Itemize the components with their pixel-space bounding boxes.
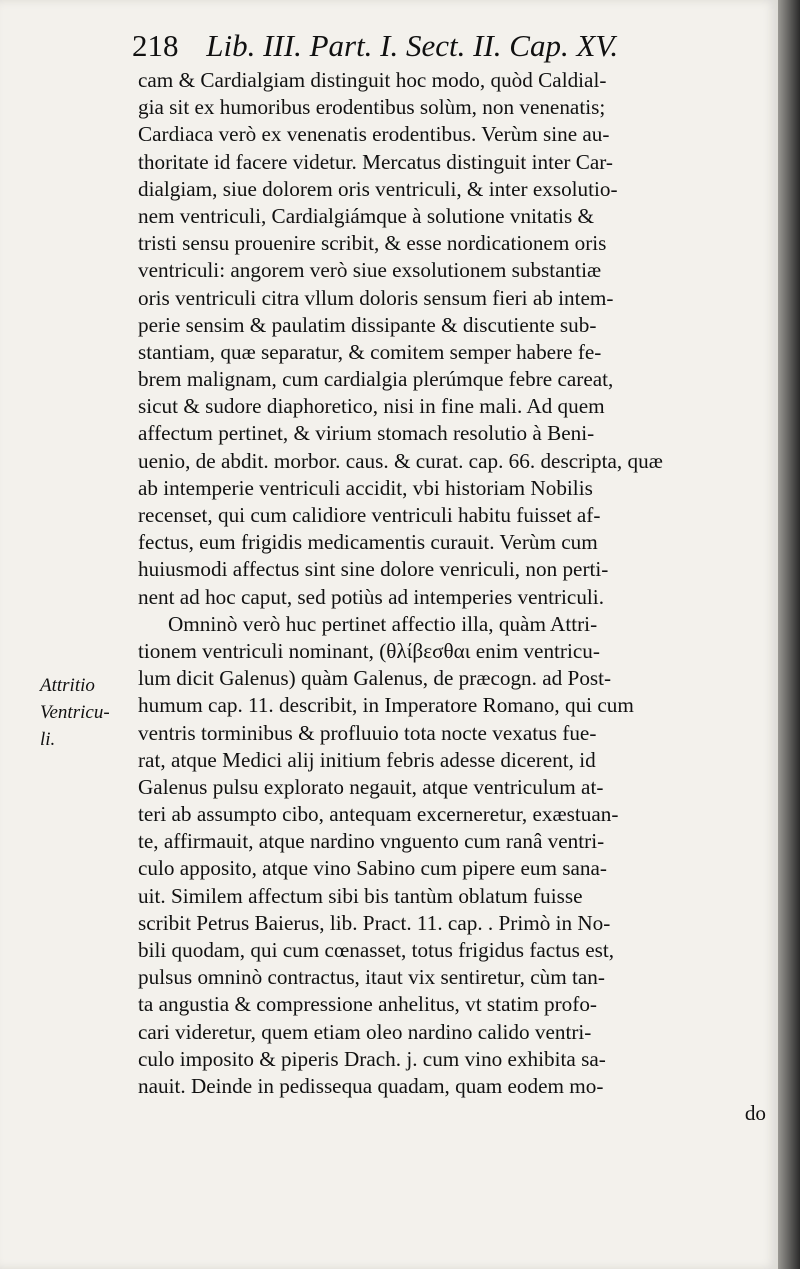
text-line: affectum pertinet, & virium stomach resolutio à Beni- [138, 421, 595, 446]
text-line: dialgiam, siue dolorem oris ventriculi, & inter exsolutio- [138, 176, 618, 201]
marginal-note-line: Ventricu- [40, 702, 110, 723]
text-line: cari videretur, quem etiam oleo nardino calido ventri- [138, 1019, 592, 1044]
text-line: pulsus omninò contractus, itaut vix sentiretur, cùm tan- [138, 965, 605, 990]
body-text [138, 67, 766, 1127]
text-line: ventris torminibus & profluuio tota nocte vexatus fue- [138, 720, 597, 745]
text-line: humum cap. 11. describit, in Imperatore Romano, qui cum [138, 693, 634, 718]
text-line: fectus, eum frigidis medicamentis curauit. Verùm cum [138, 530, 598, 555]
marginal-note [40, 672, 140, 753]
text-line: uit. Similem affectum sibi bis tantùm oblatum fuisse [138, 883, 583, 908]
text-line: nent ad hoc caput, sed potiùs ad intemperies ventriculi. [138, 584, 604, 609]
text-line: nauit. Deinde in pedissequa quadam, quam eodem mo- [138, 1073, 604, 1098]
running-head: Lib. III. Part. I. Sect. II. Cap. XV. [206, 28, 619, 63]
page-header [132, 28, 732, 68]
text-line: ta angustia & compressione anhelitus, vt statim profo- [138, 992, 597, 1017]
text-line: gia sit ex humoribus erodentibus solùm, non venenatis; [138, 95, 606, 120]
text-line: bili quodam, qui cum cœnasset, totus frigidus factus est, [138, 938, 615, 962]
text-line: Omninò verò huc pertinet affectio illa, quàm Attri- [168, 611, 598, 636]
text-line: scribit Petrus Baierus, lib. Pract. 11. cap. . Primò in No- [138, 910, 611, 935]
text-line: huiusmodi affectus sint sine dolore venriculi, non perti- [138, 557, 609, 582]
page-number: 218 [132, 28, 179, 63]
text-line: recenset, qui cum calidiore ventriculi habitu fuisset af- [138, 503, 601, 527]
text-line: perie sensim & paulatim dissipante & discutiente sub- [138, 312, 597, 337]
text-line: ventriculi: angorem verò siue exsolutionem substantiæ [138, 258, 602, 283]
text-line: uenio, de abdit. morbor. caus. & curat. cap. 66. descripta, quæ [138, 448, 663, 473]
catchword: do [744, 1101, 766, 1126]
text-line: teri ab assumpto cibo, antequam excerneretur, exæstuan- [138, 802, 619, 827]
marginal-note-line: li. [40, 729, 56, 750]
text-line: oris ventriculi citra vllum doloris sensum fieri ab intem- [138, 285, 614, 310]
text-line: rat, atque Medici alij initium febris adesse dicerent, id [138, 747, 596, 772]
text-line: nem ventriculi, Cardialgiámque à solutione vnitatis & [138, 203, 595, 228]
text-line: culo imposito & piperis Drach. j. cum vino exhibita sa- [138, 1046, 606, 1071]
text-line: cam & Cardialgiam distinguit hoc modo, quòd Caldial- [138, 68, 607, 92]
text-line: tristi sensu prouenire scribit, & esse nordicationem oris [138, 231, 607, 256]
text-line: Cardiaca verò ex venenatis erodentibus. Verùm sine au- [138, 122, 610, 147]
marginal-note-line: Attritio [40, 675, 95, 696]
text-line: lum dicit Galenus) quàm Galenus, de præcogn. ad Post- [138, 666, 612, 691]
text-line: brem malignam, cum cardialgia plerúmque febre careat, [138, 367, 614, 392]
text-line: Galenus pulsu explorato negauit, atque ventriculum at- [138, 774, 604, 799]
text-line: ab intemperie ventriculi accidit, vbi historiam Nobilis [138, 475, 593, 500]
text-line: tionem ventriculi nominant, (θλίβεσθαι enim ventricu- [138, 638, 600, 663]
text-line: culo apposito, atque vino Sabino cum pipere eum sana- [138, 856, 607, 881]
page-edge-shadow [778, 0, 800, 1269]
text-line: stantiam, quæ separatur, & comitem semper habere fe- [138, 339, 602, 364]
text-line: sicut & sudore diaphoretico, nisi in fine mali. Ad quem [138, 394, 605, 419]
text-line: thoritate id facere videtur. Mercatus distinguit inter Car- [138, 149, 613, 174]
text-line: te, affirmauit, atque nardino vnguento cum ranâ ventri- [138, 829, 605, 854]
